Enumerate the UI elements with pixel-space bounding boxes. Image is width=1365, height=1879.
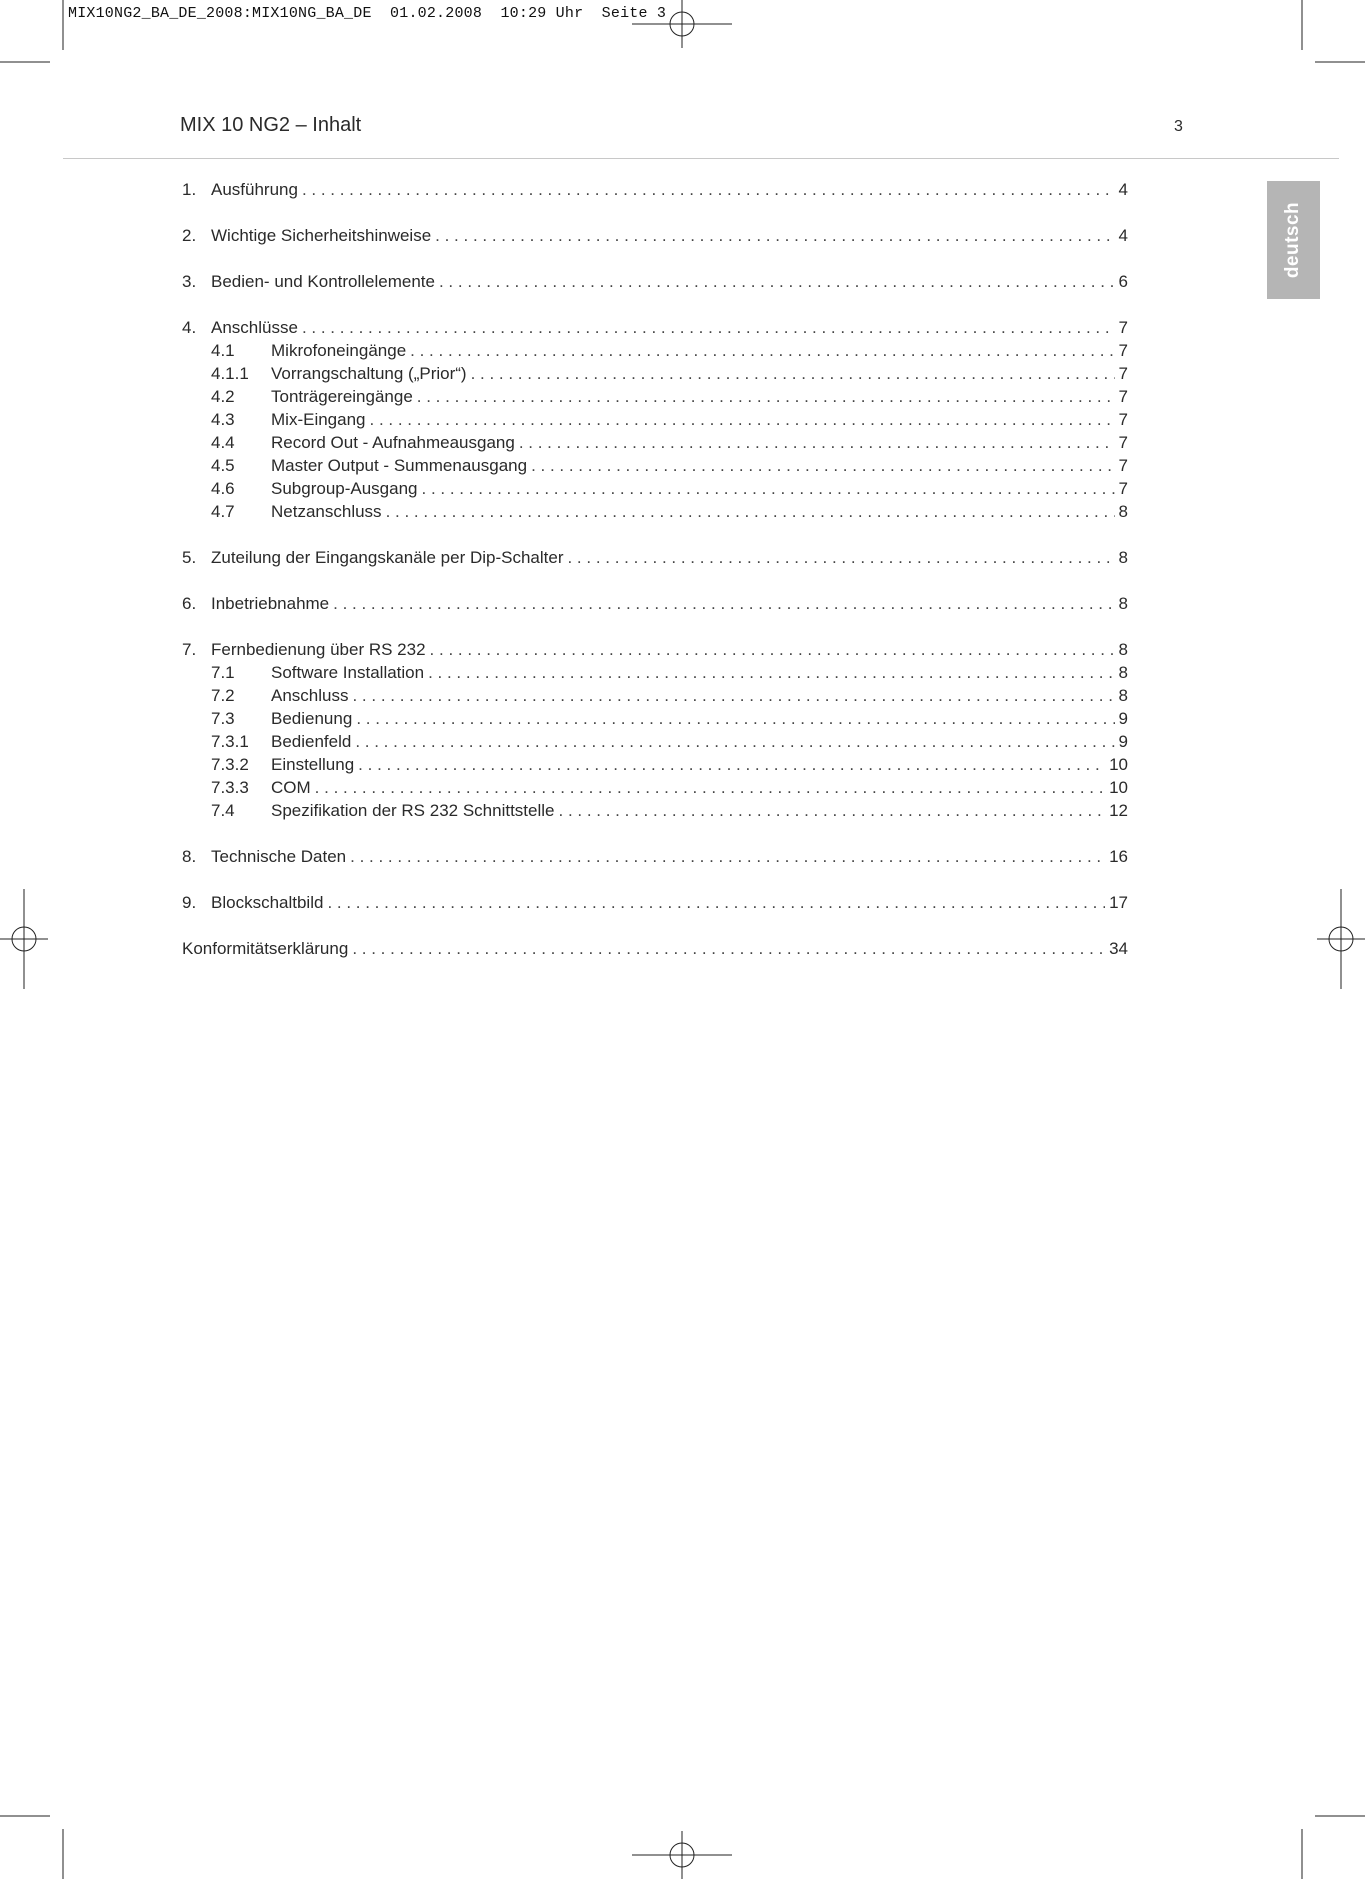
toc-entry-page: 7 — [1118, 433, 1128, 452]
toc-dot-leader — [428, 661, 1114, 684]
toc-entry-number: 7.1 — [211, 663, 235, 682]
toc-dot-leader — [435, 224, 1114, 247]
toc-entry-title: Subgroup-Ausgang — [271, 479, 418, 498]
toc-entry — [182, 661, 1128, 684]
language-tab — [1267, 181, 1320, 299]
toc-entry-number: 7.4 — [211, 801, 235, 820]
toc-entry — [182, 546, 1128, 569]
table-of-contents — [182, 178, 1128, 960]
toc-entry-number: 7.3 — [211, 709, 235, 728]
toc-entry-number: 4. — [182, 318, 197, 337]
toc-dot-leader — [370, 408, 1115, 431]
toc-entry-title: Blockschaltbild — [211, 893, 324, 912]
toc-entry-title: Software Installation — [271, 663, 425, 682]
toc-entry-number: 4.4 — [211, 433, 235, 452]
toc-entry-number: 7.3.2 — [211, 755, 249, 774]
toc-entry — [182, 684, 1128, 707]
toc-entry — [182, 707, 1128, 730]
toc-entry-number: 4.2 — [211, 387, 235, 406]
toc-entry-title: Vorrangschaltung („Prior“) — [271, 364, 467, 383]
toc-entry-page: 7 — [1118, 410, 1128, 429]
toc-entry-number: 7.3.1 — [211, 732, 249, 751]
toc-entry — [182, 500, 1128, 523]
toc-entry-number: 1. — [182, 180, 197, 199]
toc-entry-title: Master Output - Summenausgang — [271, 456, 528, 475]
toc-dot-leader — [352, 937, 1105, 960]
toc-entry — [182, 362, 1128, 385]
registration-mark-bottom — [632, 1831, 732, 1879]
toc-entry-title: Inbetriebnahme — [211, 594, 330, 613]
toc-entry — [182, 799, 1128, 822]
toc-dot-leader — [559, 799, 1106, 822]
header-divider — [63, 158, 1339, 159]
toc-dot-leader — [352, 684, 1114, 707]
toc-entry-page: 17 — [1109, 893, 1128, 912]
toc-entry-page: 8 — [1118, 548, 1128, 567]
toc-entry-page: 6 — [1118, 272, 1128, 291]
toc-entry-page: 8 — [1118, 686, 1128, 705]
print-slug: MIX10NG2_BA_DE_2008:MIX10NG_BA_DE 01.02.2008 10:29 Uhr Seite 3 — [68, 5, 667, 22]
toc-entry — [182, 592, 1128, 615]
toc-entry — [182, 477, 1128, 500]
toc-entry-page: 4 — [1118, 226, 1128, 245]
toc-entry-number: 6. — [182, 594, 197, 613]
toc-entry-number: 7.2 — [211, 686, 235, 705]
toc-entry-page: 9 — [1118, 732, 1128, 751]
toc-entry — [182, 845, 1128, 868]
toc-entry — [182, 776, 1128, 799]
toc-entry-title: Bedienung — [271, 709, 353, 728]
toc-entry-number: 4.5 — [211, 456, 235, 475]
toc-dot-leader — [358, 753, 1105, 776]
toc-entry-page: 12 — [1109, 801, 1128, 820]
toc-entry-page: 7 — [1118, 387, 1128, 406]
toc-entry-title: Zuteilung der Eingangskanäle per Dip-Schalter — [211, 548, 564, 567]
toc-dot-leader — [302, 316, 1115, 339]
toc-entry-number: 4.7 — [211, 502, 235, 521]
toc-entry — [182, 454, 1128, 477]
toc-entry — [182, 891, 1128, 914]
toc-entry-title: Record Out - Aufnahmeausgang — [271, 433, 515, 452]
toc-entry — [182, 753, 1128, 776]
toc-entry-number: 3. — [182, 272, 197, 291]
toc-entry-number: 7.3.3 — [211, 778, 249, 797]
toc-entry-page: 7 — [1118, 456, 1128, 475]
toc-entry — [182, 408, 1128, 431]
toc-entry-title: COM — [271, 778, 311, 797]
toc-dot-leader — [567, 546, 1114, 569]
toc-entry-page: 7 — [1118, 318, 1128, 337]
toc-entry-page: 7 — [1118, 341, 1128, 360]
toc-dot-leader — [519, 431, 1115, 454]
toc-entry-number: 8. — [182, 847, 197, 866]
toc-entry-page: 7 — [1118, 479, 1128, 498]
toc-entry-title: Anschlüsse — [211, 318, 298, 337]
toc-entry-number: 4.3 — [211, 410, 235, 429]
toc-entry — [182, 431, 1128, 454]
toc-entry — [182, 638, 1128, 661]
toc-dot-leader — [315, 776, 1105, 799]
toc-entry — [182, 178, 1128, 201]
toc-entry-page: 10 — [1109, 755, 1128, 774]
toc-entry — [182, 937, 1128, 960]
toc-entry-title: Technische Daten — [211, 847, 347, 866]
toc-entry-number: 9. — [182, 893, 197, 912]
toc-dot-leader — [410, 339, 1114, 362]
toc-dot-leader — [531, 454, 1114, 477]
toc-dot-leader — [417, 385, 1115, 408]
page-number: 3 — [1174, 118, 1183, 135]
toc-entry-page: 7 — [1118, 364, 1128, 383]
toc-entry-number: 4.1 — [211, 341, 235, 360]
language-tab-label: deutsch — [1282, 201, 1304, 279]
toc-entry-number: 4.1.1 — [211, 364, 249, 383]
toc-dot-leader — [350, 845, 1105, 868]
toc-entry — [182, 339, 1128, 362]
registration-mark-top — [632, 0, 732, 48]
toc-entry-number: 7. — [182, 640, 197, 659]
toc-dot-leader — [327, 891, 1105, 914]
toc-entry-page: 10 — [1109, 778, 1128, 797]
toc-dot-leader — [422, 477, 1115, 500]
toc-dot-leader — [439, 270, 1115, 293]
toc-entry-number: 5. — [182, 548, 197, 567]
toc-entry-title: Wichtige Sicherheitshinweise — [211, 226, 432, 245]
toc-entry-title: Konformitätserklärung — [182, 939, 349, 958]
toc-entry-title: Fernbedienung über RS 232 — [211, 640, 426, 659]
toc-dot-leader — [302, 178, 1115, 201]
toc-entry-number: 2. — [182, 226, 197, 245]
toc-entry — [182, 270, 1128, 293]
toc-entry-title: Ausführung — [211, 180, 298, 199]
toc-entry-title: Mikrofoneingänge — [271, 341, 407, 360]
page-title: MIX 10 NG2 – Inhalt — [180, 114, 362, 136]
toc-dot-leader — [430, 638, 1115, 661]
toc-dot-leader — [471, 362, 1115, 385]
toc-entry-title: Spezifikation der RS 232 Schnittstelle — [271, 801, 555, 820]
toc-dot-leader — [355, 730, 1114, 753]
toc-entry — [182, 316, 1128, 339]
toc-entry-page: 8 — [1118, 640, 1128, 659]
toc-entry — [182, 385, 1128, 408]
toc-entry-page: 34 — [1109, 939, 1128, 958]
toc-entry — [182, 224, 1128, 247]
toc-entry-page: 16 — [1109, 847, 1128, 866]
toc-entry-title: Netzanschluss — [271, 502, 382, 521]
toc-entry-page: 9 — [1118, 709, 1128, 728]
toc-entry-number: 4.6 — [211, 479, 235, 498]
toc-entry-page: 8 — [1118, 502, 1128, 521]
toc-entry-title: Anschluss — [271, 686, 349, 705]
toc-entry-title: Einstellung — [271, 755, 355, 774]
toc-dot-leader — [333, 592, 1114, 615]
toc-dot-leader — [356, 707, 1114, 730]
toc-entry-title: Tonträgereingänge — [271, 387, 413, 406]
toc-entry-title: Mix-Eingang — [271, 410, 366, 429]
toc-entry-page: 8 — [1118, 594, 1128, 613]
registration-mark-left — [0, 889, 48, 989]
toc-entry-page: 4 — [1118, 180, 1128, 199]
registration-mark-right — [1317, 889, 1365, 989]
toc-entry — [182, 730, 1128, 753]
toc-dot-leader — [386, 500, 1115, 523]
toc-entry-title: Bedien- und Kontrollelemente — [211, 272, 435, 291]
toc-entry-title: Bedienfeld — [271, 732, 352, 751]
toc-entry-page: 8 — [1118, 663, 1128, 682]
